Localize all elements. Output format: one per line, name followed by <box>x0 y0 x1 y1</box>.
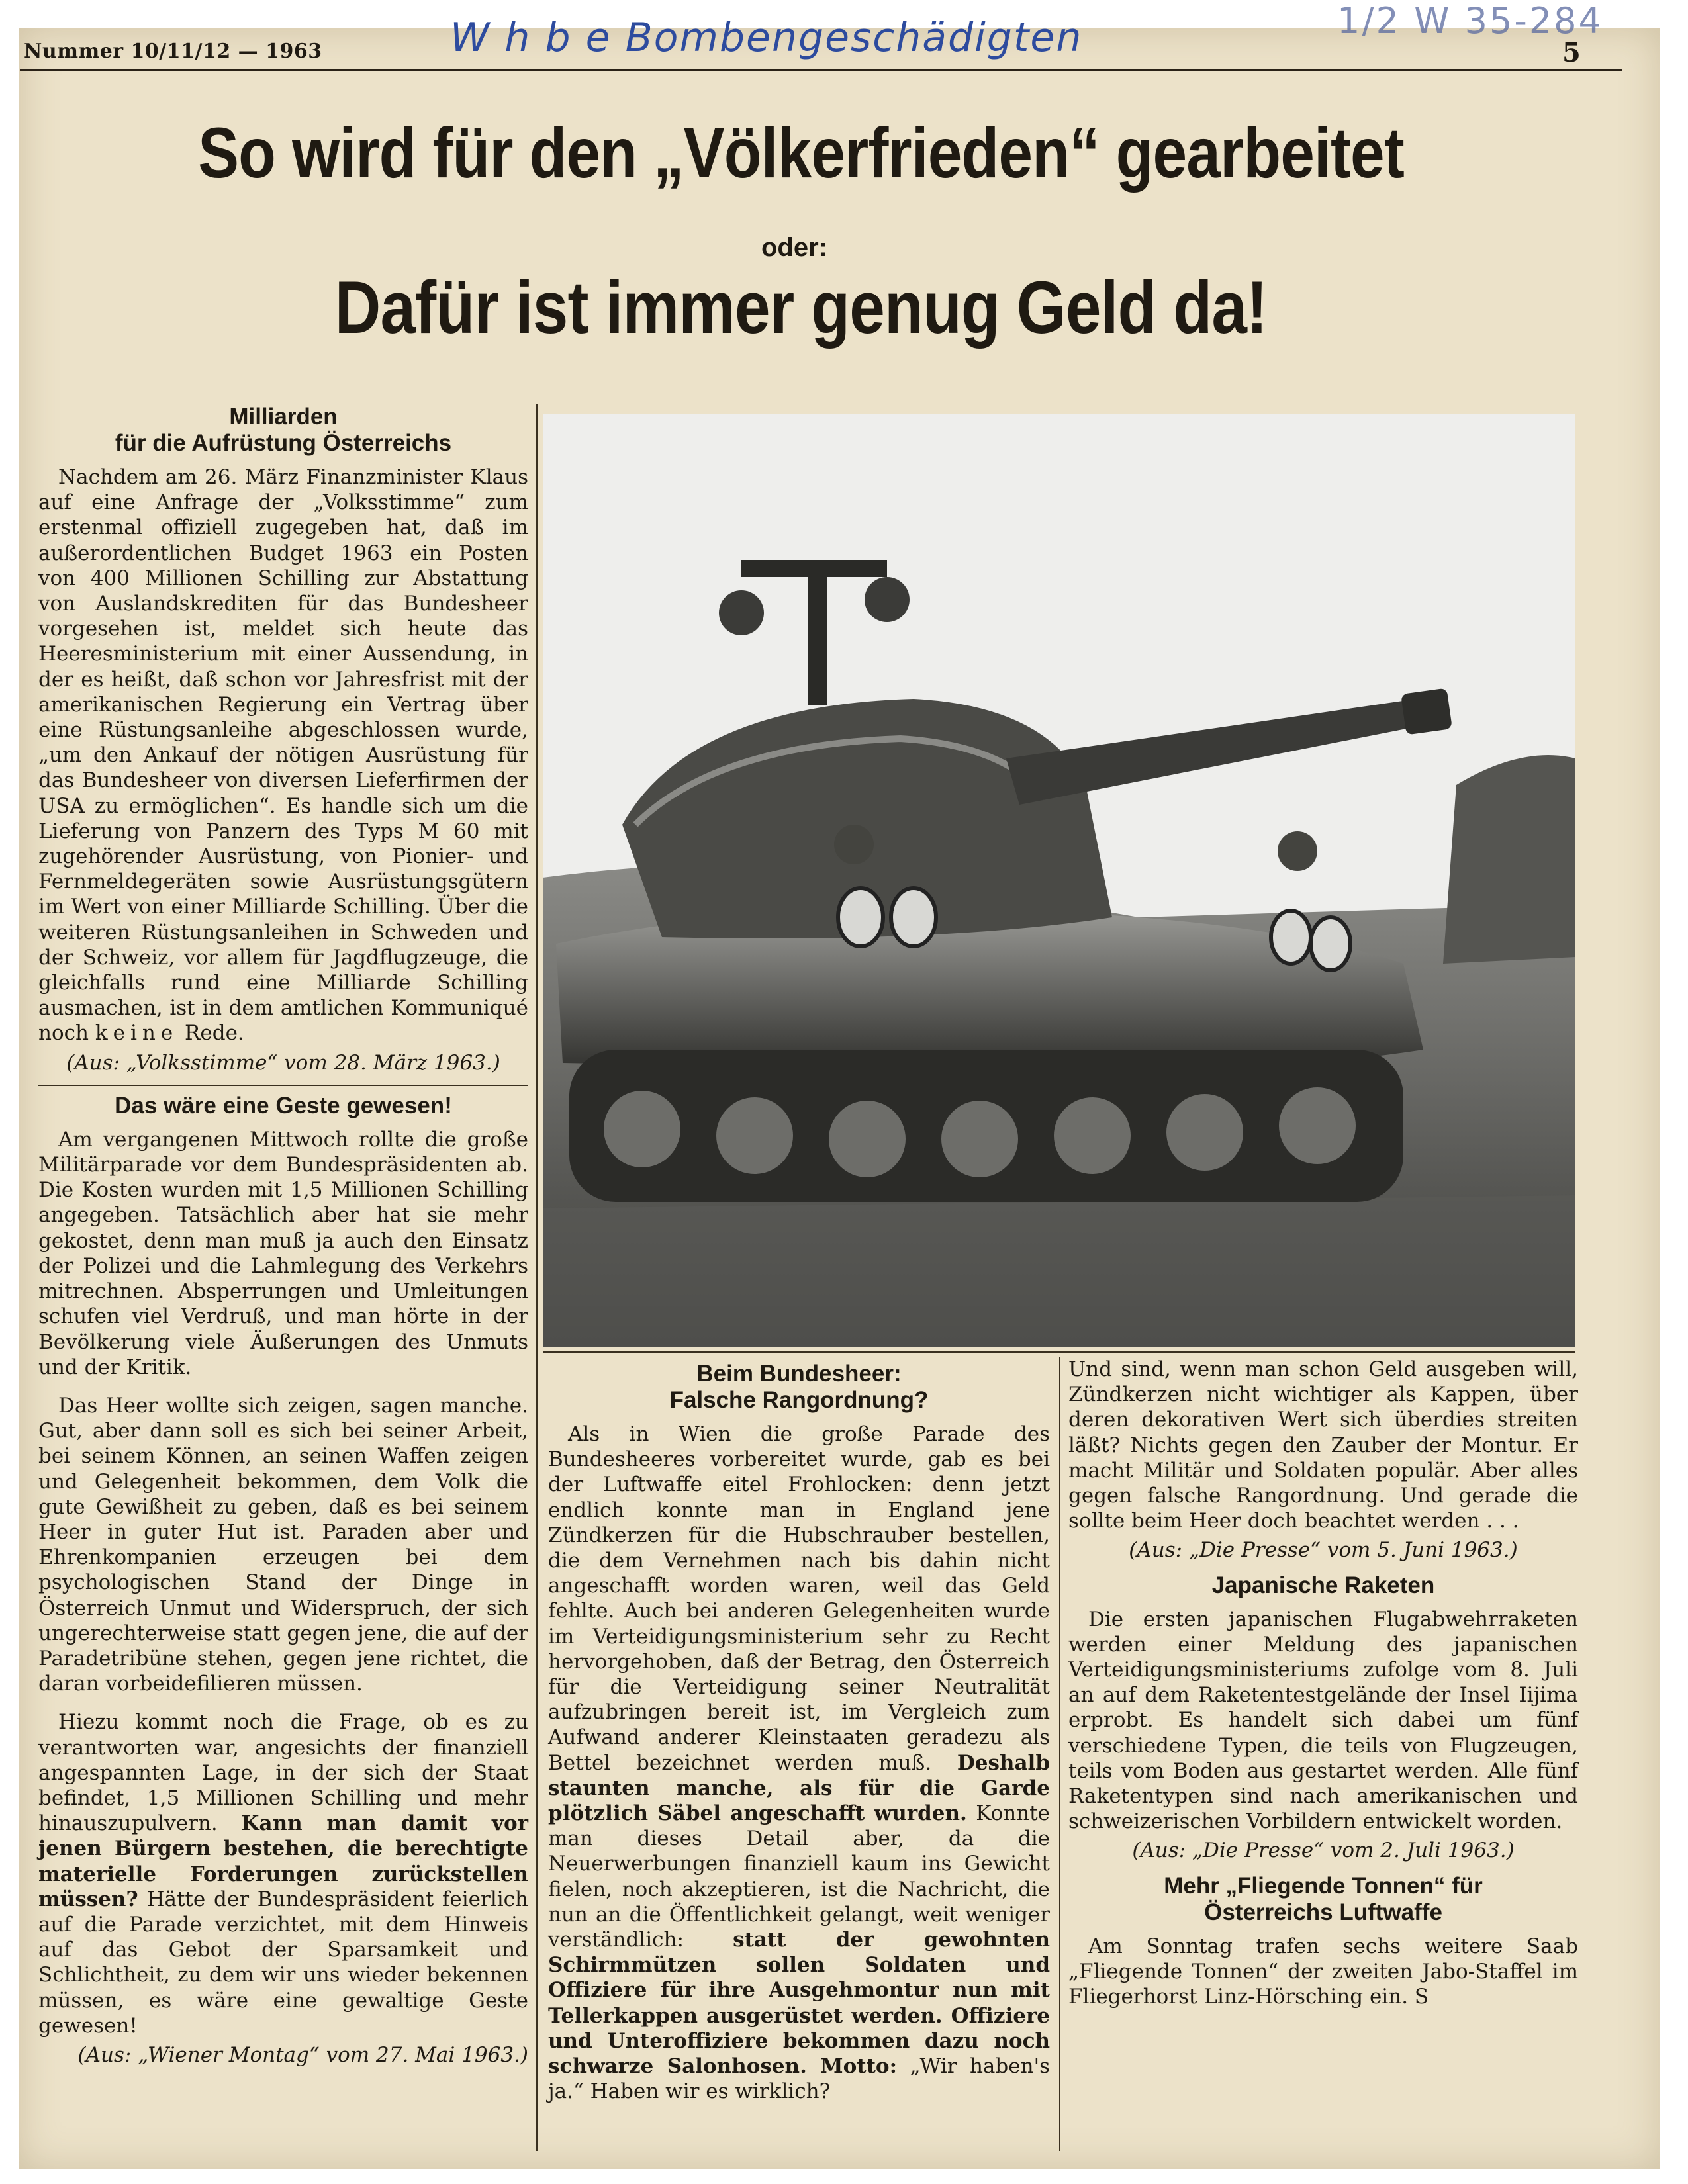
article5-title-line2: Österreichs Luftwaffe <box>1204 1899 1442 1925</box>
headline-line2: Dafür ist immer genug Geld da! <box>334 266 1268 349</box>
article3-source: (Aus: „Die Presse“ vom 5. Juni 1963.) <box>1129 1538 1518 1563</box>
article2-paragraph: Am vergangenen Mittwoch rollte die große Militärparade vor dem Bundespräsidenten ab. Die Kosten wurden mit 1,5 Millionen Schilling angegeben. Tatsächlich aber hat sie mehr gekostet, denn man muß ja auch den Einsatz der Polizei und die Lahmlegung des Verkehrs mitrechnen. Absperrungen und Umleitungen schufen viel Verdruß, und man hörte in der Bevölkerung viele Äußerungen des Unmuts und der Kritik. <box>38 1127 528 1379</box>
header-rule <box>20 69 1622 71</box>
issue-number: Nummer 10/11/12 — 1963 <box>24 40 322 63</box>
article3-body: Als in Wien die große Parade des Bundesheeres vorbereitet wurde, gab es bei der Luftwaffe eitel Frohlocken: denn jetzt endlich konnte man in England jene Zündkerzen für die Hubschrauber bestellen, die dem Vernehmen nach bis dahin nicht angeschafft worden waren, weil das Geld fehlte. Auch bei anderen Gelegenheiten wurde im Verteidigungsministerium sehr zu Recht hervorgehoben, daß der Betrag, den Österreich für die Verteidigung seiner Neutralität aufzubringen bereit ist, im Vergleich zum Aufwand anderer Kleinstaaten geradezu als Bettel bezeichnet werden muß. Deshalb staunten manche, als für die Garde plötzlich Säbel angeschafft wurden. Konnte man dieses Detail aber, da die Neuerwerbungen finanziell kaum ins Gewicht fielen, noch akzeptieren, ist die Nachricht, die nun an die Öffentlichkeit gelangt, weit weniger verständlich: statt der gewohnten Schirmmützen sollen Soldaten und Offiziere für ihre Ausgehmontur nun mit Tellerkappen ausgerüstet werden. Offiziere und Unteroffiziere bekommen dazu noch schwarze Salonhosen. Motto: „Wir haben's ja.“ Haben wir es wirklich? <box>548 1422 1051 2104</box>
tank-photo <box>543 414 1575 1347</box>
column-rule-right <box>1059 1357 1060 2151</box>
article3-continuation: Und sind, wenn man schon Geld ausgeben will, Zündkerzen nicht wichtiger als Kappen, über deren dekorativen Wert sich überdies streiten läßt? Nichts gegen den Zauber der Montur. Er macht Militär und Soldaten populär. Aber alles gegen falsche Rangordnung. Und gerade die sollte beim Heer doch beachtet werden . . . <box>1068 1357 1578 1533</box>
handwritten-reference: 1/2 W 35-284 <box>1337 0 1603 42</box>
handwritten-annotation: W h b e Bombengeschädigten <box>450 15 1083 61</box>
left-column <box>38 400 528 2077</box>
article2-title: Das wäre eine Geste gewesen! <box>115 1092 452 1118</box>
tank-illustration <box>543 414 1575 1347</box>
article2-paragraph: Hiezu kommt noch die Frage, ob es zu verantworten war, angesichts der finanziell angespannten Lage, in der sich der Staat befindet, 1,5 Millionen Schilling und mehr hinauszupulvern. Kann man damit vor jenen Bürgern bestehen, die berechtigte materielle Forderungen zurückstellen müssen? Hätte der Bundespräsident feierlich auf die Parade verzichtet, mit dem Hinweis auf das Gebot der Sparsamkeit und Schlichtheit, zu dem wir uns wieder bekennen müssen, es wäre eine gewaltige Geste gewesen! <box>38 1710 529 2038</box>
right-column <box>1068 1357 1578 2009</box>
article2-source: (Aus: „Wiener Montag“ vom 27. Mai 1963.) <box>77 2042 528 2067</box>
article4-source: (Aus: „Die Presse“ vom 2. Juli 1963.) <box>1132 1839 1515 1863</box>
article2-paragraph: Das Heer wollte sich zeigen, sagen manche. Gut, aber dann soll es sich bei seiner Arbeit, bei seinem Können, an seinen Waffen zeigen und Gelegenheit bekommen, dem Volk die gute Gewißheit zu geben, daß es bei seinem Heer in guter Hut ist. Paraden aber und Ehrenkompanien erzeugen bei dem psychologischen Stand der Dinge in Österreich Unmut und Widerspruch, der sich ungerechterweise statt gegen jene, die auf der Paradetribüne stehen, gegen jene richtet, die daran vorbeidefilieren müssen. <box>38 1393 528 1696</box>
middle-column <box>548 1357 1050 2104</box>
column-rule-left <box>536 404 538 2151</box>
article4-body: Die ersten japanischen Flugabwehrraketen werden einer Meldung des japanischen Verteidigungsministeriums zufolge vom 8. Juli an auf dem Raketentestgelände der Insel Iijima erprobt. Es handelt sich dabei um fünf verschiedene Typen, die teils von Flugzeugen, teils vom Boden aus gestartet werden. Alle fünf Raketentypen sind nach amerikanischen und schweizerischen Vorbildern entwickelt worden. <box>1068 1607 1578 1834</box>
headline-line1: So wird für den „Völkerfrieden“ gearbeitet <box>198 113 1404 193</box>
article3-title-line1: Beim Bundesheer: <box>696 1361 902 1387</box>
article1-title-line2: für die Aufrüstung Österreichs <box>115 430 452 456</box>
article-divider <box>38 1085 528 1086</box>
photo-bottom-rule <box>543 1351 1575 1353</box>
article1-body: Nachdem am 26. März Finanzminister Klaus auf eine Anfrage der „Volksstimme“ zum erstenmal offiziell zugegeben hat, daß im außerordentlichen Budget 1963 ein Posten von 400 Millionen Schilling zur Abstattung von Auslandskrediten für das Bundesheer vorgesehen ist, meldet sich heute das Heeresministerium mit einer Aussendung, in der es heißt, daß schon vor Jahresfrist mit der amerikanischen Regierung ein Vertrag über eine Rüstungsanleihe abgeschlossen wurde, „um den Ankauf der nötigen Ausrüstung für das Bundesheer von diversen Lieferfirmen der USA zu ermöglichen“. Es handle sich um die Lieferung von Panzern des Typs M 60 mit zugehörender Ausrüstung, von Pionier- und Fernmeldegeräten sowie Ausrüstungsgütern im Wert von einer Milliarde Schilling. Über die weiteren Rüstungsanleihen in Schweden und der Schweiz, vor allem für Jagdflugzeuge, die gleichfalls rund eine Milliarde Schilling ausmachen, ist in dem amtlichen Kommuniqué noch keine Rede. <box>38 465 528 1046</box>
article5-title-line1: Mehr „Fliegende Tonnen“ für <box>1164 1872 1483 1899</box>
article4-title: Japanische Raketen <box>1211 1572 1435 1598</box>
page-number: 5 <box>1562 37 1581 68</box>
article5-body: Am Sonntag trafen sechs weitere Saab „Fliegende Tonnen“ der zweiten Jabo-Staffel im Fliegerhorst Linz-Hörsching ein. S <box>1068 1934 1578 2009</box>
headline-connector: oder: <box>761 233 827 262</box>
article1-title-line1: Milliarden <box>229 404 338 430</box>
article1-source: (Aus: „Volksstimme“ vom 28. März 1963.) <box>66 1050 500 1075</box>
article3-title-line2: Falsche Rangordnung? <box>669 1387 929 1413</box>
